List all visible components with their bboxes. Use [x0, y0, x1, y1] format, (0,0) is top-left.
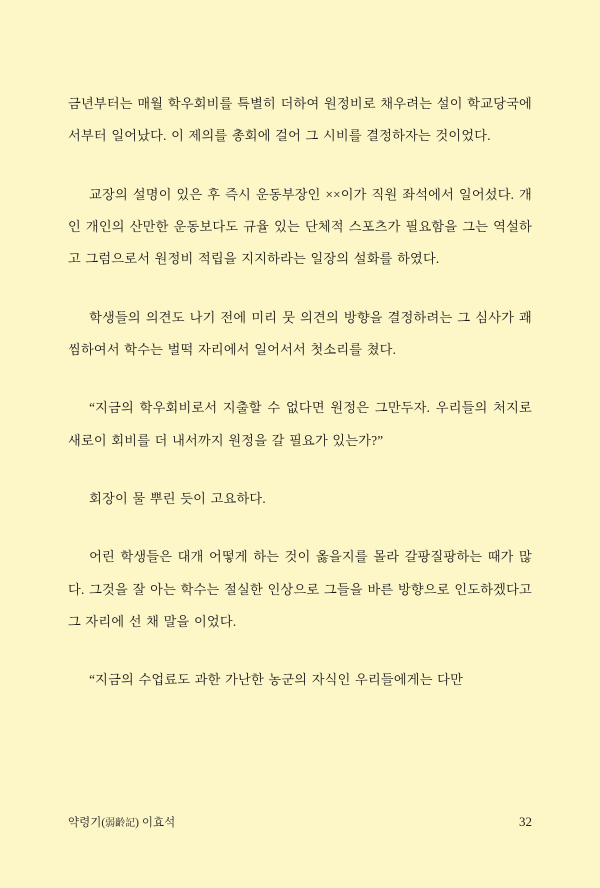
paragraph-4-quote: “지금의 학우회비로서 지출할 수 없다면 원정은 그만두자. 우리들의 처지로 새로이 회비를 더 내서까지 원정을 갈 필요가 있는가?” — [68, 400, 532, 448]
paragraph-3: 학생들의 의견도 나기 전에 미리 뭇 의견의 방향을 결정하려는 그 심사가 괘씸하여서 학수는 벌떡 자리에서 일어서서 첫소리를 쳤다. — [68, 309, 532, 358]
footer-title-hanja: 弱齡記 — [105, 818, 136, 829]
page-number: 32 — [519, 814, 532, 829]
paragraph-1: 금년부터는 매월 학우회비를 특별히 더하여 원정비로 채우려는 설이 학교당국에서부터 일어났다. 이 제의를 총회에 걸어 그 시비를 결정하자는 것이었다. — [68, 96, 532, 144]
footer-title-main: 약령기( — [68, 817, 106, 829]
paragraph-6: 어린 학생들은 대개 어떻게 하는 것이 옳을지를 몰라 갈팡질팡하는 때가 많다. 그것을 잘 아는 학수는 절실한 인상으로 그들을 바른 방향으로 인도하겠다고 그 자리에 선 채 말을 이었다. — [68, 549, 532, 630]
paragraph-7-quote: “지금의 수업료도 과한 가난한 농군의 자식인 우리들에게는 다만 — [89, 672, 464, 688]
footer-title-close: ) 이효석 — [135, 817, 176, 829]
footer-title — [68, 814, 175, 830]
body-text — [68, 88, 532, 888]
paragraph-5: 회장이 물 뿌린 듯이 고요하다. — [89, 491, 266, 507]
paragraph-2: 교장의 설명이 있은 후 즉시 운동부장인 ××이가 직원 좌석에서 일어섰다. 개인 개인의 산만한 운동보다도 규율 있는 단체적 스포츠가 필요함을 그는 역설하고 그럼으로서 원정비 적립을 지지하라는 일장의 설화를 하였다. — [68, 186, 532, 267]
page-footer — [68, 814, 532, 830]
